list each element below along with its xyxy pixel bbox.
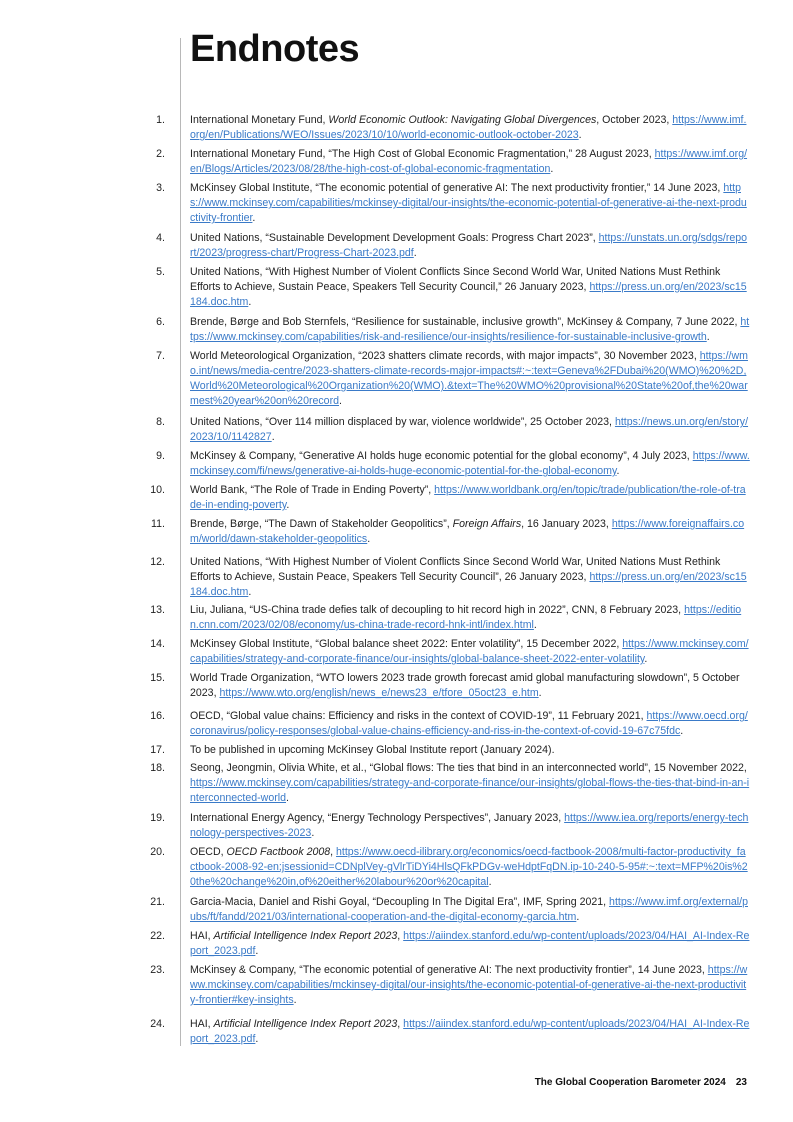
endnote-text: [190, 265, 750, 310]
citation-punctuation: .: [339, 395, 342, 407]
citation-title: OECD Factbook 2008: [226, 846, 331, 858]
page-footer: [535, 1077, 747, 1088]
citation-text: HAI,: [190, 930, 214, 942]
endnote-number: 2.: [156, 148, 165, 160]
endnote-text: [190, 555, 750, 600]
endnote-number: 19.: [150, 812, 165, 824]
endnote-number: 3.: [156, 182, 165, 194]
endnote-number: 10.: [150, 484, 165, 496]
endnote-number: 24.: [150, 1018, 165, 1030]
citation-text: World Trade Organization, “WTO lowers 2023 trade growth forecast amid global manufacturing slowdown”, 5 October 2023,: [190, 672, 740, 699]
citation-title: Artificial Intelligence Index Report 2023: [213, 1018, 398, 1030]
citation-punctuation: .: [538, 687, 542, 699]
source-link[interactable]: https://www.iea.org/reports/energy-technology-perspectives-2023: [190, 812, 749, 839]
citation-text: McKinsey Global Institute, “The economic potential of generative AI: The next productivity frontier,” 14 June 2023,: [190, 182, 724, 194]
source-link[interactable]: https://www.mckinsey.com/capabilities/risk-and-resilience/our-insights/resilience-for-sustainable-inclusive-growth: [190, 316, 750, 343]
endnote-text: [190, 709, 750, 739]
citation-text: To be published in upcoming McKinsey Global Institute report (January 2024).: [190, 744, 555, 756]
publication-title: The Global Cooperation Barometer 2024: [534, 1077, 726, 1088]
endnote-number: 4.: [156, 232, 165, 244]
page-title: Endnotes: [190, 28, 360, 70]
endnote-text: [190, 483, 750, 513]
citation-punctuation: .: [644, 653, 648, 665]
citation-punctuation: .: [367, 533, 371, 545]
citation-text: Brende, Børge and Bob Sternfels, “Resilience for sustainable, inclusive growth”, McKinsey & Company, 7 June 2022,: [190, 316, 741, 328]
citation-punctuation: .: [706, 331, 710, 343]
citation-text: McKinsey Global Institute, “Global balance sheet 2022: Enter volatility”, 15 December 2022,: [190, 638, 623, 650]
citation-text: United Nations, “Sustainable Development Development Goals: Progress Chart 2023”,: [190, 232, 599, 244]
citation-punctuation: .: [680, 725, 684, 737]
endnote-text: [190, 603, 750, 633]
endnote-text: [190, 671, 750, 701]
source-link[interactable]: https://aiindex.stanford.edu/wp-content/uploads/2023/04/HAI_AI-Index-Report_2023.pdf: [190, 930, 750, 957]
endnote-number: 8.: [156, 416, 165, 428]
citation-text: World Meteorological Organization, “2023 shatters climate records, with major impacts”, 30 November 2023,: [190, 350, 700, 362]
endnote-text: [190, 929, 750, 959]
citation-punctuation: .: [488, 876, 492, 888]
endnote-number: 21.: [150, 896, 165, 908]
citation-text: United Nations, “With Highest Number of Violent Conflicts Since Second World War, United Nations Must Rethink Efforts to Achieve, Sustain Peace, Speakers Tell Security Council”, 26 January 2023,: [190, 556, 721, 583]
endnote-text: [190, 811, 750, 841]
citation-text: United Nations, “Over 114 million displaced by war, violence worldwide”, 25 October 2023,: [190, 416, 615, 428]
endnote-text: [190, 449, 750, 479]
citation-punctuation: .: [286, 792, 289, 804]
source-link[interactable]: https://aiindex.stanford.edu/wp-content/uploads/2023/04/HAI_AI-Index-Report_2023.pdf: [190, 1018, 750, 1045]
citation-punctuation: .: [252, 212, 256, 224]
endnote-number: 16.: [150, 710, 165, 722]
citation-text: , October 2023,: [596, 114, 673, 126]
endnote-text: [190, 315, 750, 345]
margin-rule: [180, 38, 181, 1046]
citation-text: International Monetary Fund, “The High Cost of Global Economic Fragmentation,” 28 August 2023,: [190, 148, 655, 160]
source-link[interactable]: https://www.mckinsey.com/fi/news/generative-ai-holds-huge-economic-potential-for-the-global-economy: [190, 450, 750, 477]
endnote-text: [190, 147, 750, 177]
source-link[interactable]: https://www.mckinsey.com/capabilities/strategy-and-corporate-finance/our-insights/global-balance-sheet-2022-enter-volatility: [190, 638, 749, 665]
endnote-text: [190, 761, 750, 806]
endnote-number: 9.: [156, 450, 165, 462]
citation-text: United Nations, “With Highest Number of Violent Conflicts Since Second World War, United Nations Must Rethink Efforts to Achieve, Sustain Peace, Speakers Tell Security Council,” 26 January 2023,: [190, 266, 721, 293]
citation-punctuation: .: [248, 586, 252, 598]
endnote-number: 20.: [150, 846, 165, 858]
citation-title: World Economic Outlook: Navigating Global Divergences: [328, 114, 597, 126]
citation-text: McKinsey & Company, “The economic potential of generative AI: The next productivity frontier”, 14 June 2023,: [190, 964, 708, 976]
endnote-number: 13.: [150, 604, 165, 616]
citation-punctuation: .: [248, 296, 252, 308]
citation-punctuation: .: [576, 911, 580, 923]
source-link[interactable]: https://www.oecd-ilibrary.org/economics/oecd-factbook-2008/multi-factor-productivity_factbook-2008-92-en;jsessionid=CDNplVey-gVlrTiDYi4HlsQFkPDGv-weHdptFqDN.ip-10-240-5-95#:~:text=MFP%20is%20the%20change%20in,of%20either%20labour%20or%20capital: [190, 846, 748, 888]
citation-punctuation: .: [413, 247, 417, 259]
citation-text: ,: [397, 1018, 404, 1030]
source-link[interactable]: https://www.imf.org/en/Publications/WEO/Issues/2023/10/10/world-economic-outlook-october-2023: [190, 114, 747, 141]
citation-text: Seong, Jeongmin, Olivia White, et al., “Global flows: The ties that bind in an interconnected world”, 15 November 2022,: [190, 762, 747, 774]
citation-punctuation: .: [616, 465, 620, 477]
citation-text: International Monetary Fund,: [190, 114, 329, 126]
endnote-number: 15.: [150, 672, 165, 684]
citation-text: International Energy Agency, “Energy Technology Perspectives”, January 2023,: [190, 812, 565, 824]
source-link[interactable]: https://www.imf.org/external/pubs/ft/fandd/2021/03/international-cooperation-and-the-digital-economy-garcia.htm: [190, 896, 748, 923]
endnote-text: [190, 963, 750, 1008]
citation-text: , 16 January 2023,: [521, 518, 612, 530]
source-link[interactable]: https://www.oecd.org/coronavirus/policy-responses/global-value-chains-efficiency-and-riss-in-the-context-of-covid-19-67c75fdc: [190, 710, 748, 737]
citation-punctuation: .: [255, 1033, 259, 1045]
citation-text: Liu, Juliana, “US-China trade defies talk of decoupling to hit record high in 2022”, CNN, 8 February 2023,: [190, 604, 685, 616]
endnote-number: 14.: [150, 638, 165, 650]
endnote-text: [190, 181, 750, 226]
endnote-number: 6.: [156, 316, 165, 328]
citation-title: Artificial Intelligence Index Report 2023: [213, 930, 398, 942]
endnote-text: [190, 349, 750, 409]
citation-text: HAI,: [190, 1018, 214, 1030]
endnote-number: 23.: [150, 964, 165, 976]
citation-text: World Bank, “The Role of Trade in Ending Poverty”,: [190, 484, 435, 496]
endnote-text: [190, 231, 750, 261]
endnote-text: [190, 415, 750, 445]
endnote-text: [190, 895, 750, 925]
endnote-number: 12.: [150, 556, 165, 568]
citation-punctuation: .: [293, 994, 297, 1006]
source-link[interactable]: https://www.wto.org/english/news_e/news23_e/tfore_05oct23_e.htm: [219, 687, 539, 699]
endnote-number: 22.: [150, 930, 165, 942]
endnote-number: 11.: [151, 518, 165, 530]
source-link[interactable]: https://press.un.org/en/2023/sc15184.doc.htm: [190, 281, 747, 308]
endnote-number: 5.: [156, 266, 165, 278]
citation-punctuation: .: [271, 431, 275, 443]
source-link[interactable]: https://www.imf.org/en/Blogs/Articles/2023/08/28/the-high-cost-of-global-economic-fragmentation: [190, 148, 748, 175]
source-link[interactable]: https://press.un.org/en/2023/sc15184.doc.htm: [190, 571, 747, 598]
source-link[interactable]: https://www.mckinsey.com/capabilities/mckinsey-digital/our-insights/the-economic-potential-of-generative-ai-the-next-productivity-frontier#key-insights: [190, 964, 748, 1006]
citation-punctuation: .: [311, 827, 315, 839]
citation-text: Brende, Børge, “The Dawn of Stakeholder Geopolitics”,: [190, 518, 453, 530]
endnote-text: [190, 517, 750, 547]
source-link[interactable]: https://www.mckinsey.com/capabilities/mckinsey-digital/our-insights/the-economic-potential-of-generative-ai-the-next-productivity-frontier: [190, 182, 747, 224]
endnote-text: [190, 845, 750, 890]
source-link[interactable]: https://www.foreignaffairs.com/world/dawn-stakeholder-geopolitics: [190, 518, 745, 545]
citation-text: McKinsey & Company, “Generative AI holds huge economic potential for the global economy”, 4 July 2023,: [190, 450, 693, 462]
citation-punctuation: .: [533, 619, 537, 631]
citation-punctuation: .: [550, 163, 554, 175]
endnote-text: [190, 637, 750, 667]
source-link[interactable]: https://wmo.int/news/media-centre/2023-shatters-climate-records-major-impacts#:~:text=Geneva%2FDubai%20(WMO)%20%2D,World%20Meteorological%20Organization%20(WMO).&text=The%20WMO%20provisional%20State%20of,the%20warmest%20year%20on%20record: [190, 350, 748, 407]
citation-punctuation: .: [255, 945, 259, 957]
endnote-number: 17.: [150, 744, 165, 756]
page-number: 23: [735, 1077, 747, 1088]
citation-text: Garcia-Macia, Daniel and Rishi Goyal, “Decoupling In The Digital Era”, IMF, Spring 2021,: [190, 896, 610, 908]
endnote-text: [190, 113, 750, 143]
citation-text: OECD, “Global value chains: Efficiency and risks in the context of COVID-19”, 11 February 2021,: [190, 710, 647, 722]
citation-text: ,: [330, 846, 337, 858]
citation-text: OECD,: [190, 846, 227, 858]
endnote-number: 1.: [156, 114, 165, 126]
endnote-text: [190, 1017, 750, 1047]
citation-punctuation: .: [286, 499, 290, 511]
endnote-text: [190, 743, 750, 758]
source-link[interactable]: https://www.mckinsey.com/capabilities/strategy-and-corporate-finance/our-insights/global-flows-the-ties-that-bind-in-an-interconnected-world: [190, 777, 750, 804]
citation-punctuation: .: [578, 129, 582, 141]
citation-text: ,: [397, 930, 404, 942]
source-link[interactable]: https://www.worldbank.org/en/topic/trade/publication/the-role-of-trade-in-ending-poverty: [190, 484, 746, 511]
source-link[interactable]: https://unstats.un.org/sdgs/report/2023/progress-chart/Progress-Chart-2023.pdf: [190, 232, 748, 259]
source-link[interactable]: https://edition.cnn.com/2023/02/08/economy/us-china-trade-record-hnk-intl/index.html: [190, 604, 742, 631]
citation-title: Foreign Affairs: [452, 518, 522, 530]
endnote-number: 18.: [150, 762, 165, 774]
endnote-number: 7.: [156, 350, 165, 362]
source-link[interactable]: https://news.un.org/en/story/2023/10/1142827: [190, 416, 749, 443]
